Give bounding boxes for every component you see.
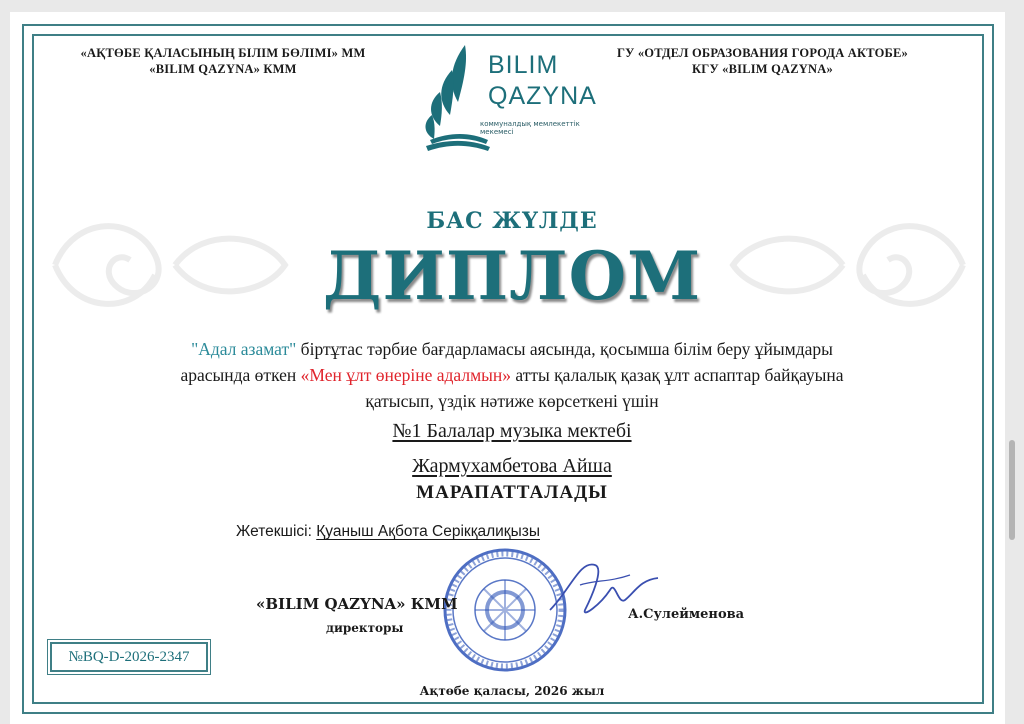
- description-part1: біртұтас тәрбие бағдарламасы аясында, қосымша білім беру ұйымдары арасында өткен: [180, 339, 833, 385]
- header-right-line2: КГУ «BILIM QAZYNA»: [692, 62, 833, 76]
- school-name-text: №1 Балалар музыка мектебі: [392, 420, 632, 442]
- prize-heading: БАС ЖҮЛДЕ: [426, 208, 598, 234]
- contest-name: «Мен ұлт өнеріне адалмын»: [300, 365, 512, 385]
- signer-name: А.Сулейменова: [628, 607, 745, 622]
- header-left-kz: [62, 45, 384, 77]
- registration-number: №BQ-D-2026-2347: [50, 642, 208, 672]
- logo-text-qazyna: QAZYNA: [488, 82, 597, 110]
- recipient-name-text: Жармухамбетова Айша: [412, 455, 612, 477]
- director-role: директоры: [326, 621, 404, 635]
- recipient-name: [0, 455, 1024, 478]
- school-name: [0, 420, 1024, 443]
- issuer-organization: «BILIM QAZYNA» КММ: [256, 595, 458, 613]
- supervisor-label: Жетекшісі:: [236, 523, 317, 540]
- header-right-line1: ГУ «ОТДЕЛ ОБРАЗОВАНИЯ ГОРОДА АКТОБЕ»: [616, 46, 909, 60]
- award-description: [170, 336, 854, 414]
- description-part2: атты қалалық қазақ ұлт аспаптар байқауына қатысып, үздік нәтиже көрсеткені үшін: [365, 365, 844, 411]
- city-year: Ақтөбе қаласы, 2026 жыл: [419, 684, 605, 698]
- bilim-qazyna-logo: [420, 40, 600, 155]
- awarded-label: МАРАПАТТАЛАДЫ: [416, 482, 608, 503]
- header-right-ru: [590, 45, 935, 77]
- logo-leaves-icon: [420, 40, 490, 155]
- logo-tagline: коммуналдық мемлекеттік мекемесі: [480, 120, 580, 136]
- program-name: "Адал азамат": [191, 339, 297, 359]
- logo-text-bilim: BILIM: [488, 51, 559, 79]
- header-left-line1: «АҚТӨБЕ ҚАЛАСЫНЫҢ БІЛІМ БӨЛІМІ» ММ: [80, 46, 366, 60]
- header-left-line2: «BILIM QAZYNA» КММ: [149, 62, 297, 76]
- supervisor-name: Қуаныш Ақбота Серікқалиқызы: [316, 523, 540, 540]
- supervisor-line: [236, 523, 540, 541]
- diploma-title: ДИПЛОМ: [322, 237, 702, 315]
